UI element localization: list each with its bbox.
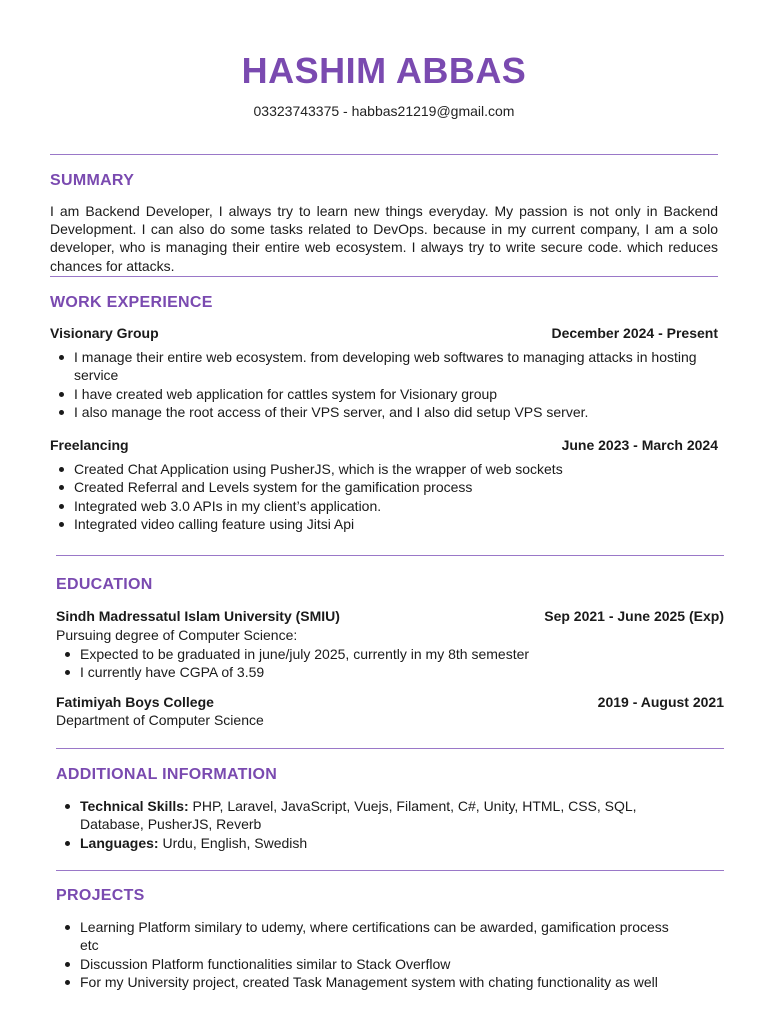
languages-value: Urdu, English, Swedish bbox=[158, 834, 308, 851]
job-dates: December 2024 - Present bbox=[551, 325, 718, 341]
education-header bbox=[56, 694, 724, 710]
list-item: For my University project, created Task Management system with chating functionality as well bbox=[80, 973, 690, 991]
education-bullets bbox=[56, 645, 740, 682]
education-header bbox=[56, 608, 724, 624]
list-item: Integrated web 3.0 APIs in my client’s application. bbox=[74, 497, 734, 515]
section-title-work-experience: WORK EXPERIENCE bbox=[50, 294, 213, 311]
education-detail: Pursuing degree of Computer Science: bbox=[56, 627, 298, 643]
education-dates: 2019 - August 2021 bbox=[597, 694, 724, 710]
divider bbox=[50, 276, 718, 277]
list-item: I currently have CGPA of 3.59 bbox=[80, 663, 740, 681]
job-header bbox=[50, 437, 718, 453]
summary-text: I am Backend Developer, I always try to learn new things everyday. My passion is not only in Backend Development. I can also do some tasks related to DevOps. because in my current company, I am a solo developer, who is managing their entire web ecosystem. I always try to write secure code. which reduces chances for attacks. bbox=[50, 203, 718, 274]
divider bbox=[56, 555, 724, 556]
divider bbox=[56, 748, 724, 749]
school-name: Sindh Madressatul Islam University (SMIU) bbox=[56, 608, 340, 624]
section-title-projects: PROJECTS bbox=[56, 887, 145, 904]
divider bbox=[56, 870, 724, 871]
section-title-additional-information: ADDITIONAL INFORMATION bbox=[56, 766, 278, 783]
list-item: Learning Platform similary to udemy, where certifications can be awarded, gamification process etc bbox=[80, 918, 690, 955]
job-bullets bbox=[50, 460, 734, 533]
list-item: Integrated video calling feature using Jitsi Api bbox=[74, 515, 734, 533]
projects-list bbox=[56, 918, 690, 991]
job-company: Visionary Group bbox=[50, 325, 159, 341]
job-header bbox=[50, 325, 718, 341]
list-item: Created Referral and Levels system for the gamification process bbox=[74, 478, 734, 496]
education-detail: Department of Computer Science bbox=[56, 712, 264, 728]
additional-list bbox=[56, 797, 690, 852]
school-name: Fatimiyah Boys College bbox=[56, 694, 214, 710]
contact-info: 03323743375 - habbas21219@gmail.com bbox=[253, 103, 515, 119]
skills-value: PHP, Laravel, JavaScript, Vuejs, Filament, C#, Unity, HTML, CSS, SQL, Database, PusherJS, Reverb bbox=[80, 798, 637, 833]
education-dates: Sep 2021 - June 2025 (Exp) bbox=[544, 608, 724, 624]
list-item bbox=[80, 834, 690, 852]
list-item: Created Chat Application using PusherJS, which is the wrapper of web sockets bbox=[74, 460, 734, 478]
languages-label: Languages: bbox=[80, 834, 159, 851]
divider bbox=[50, 154, 718, 155]
list-item: Expected to be graduated in june/july 2025, currently in my 8th semester bbox=[80, 645, 740, 663]
list-item: I manage their entire web ecosystem. from developing web softwares to managing attacks in hosting service bbox=[74, 348, 714, 385]
job-bullets bbox=[50, 348, 714, 421]
candidate-name: HASHIM ABBAS bbox=[241, 50, 527, 91]
section-title-education: EDUCATION bbox=[56, 576, 153, 593]
list-item: Discussion Platform functionalities similar to Stack Overflow bbox=[80, 955, 690, 973]
list-item: I also manage the root access of their VPS server, and I also did setup VPS server. bbox=[74, 403, 714, 421]
list-item bbox=[80, 797, 690, 834]
section-title-summary: SUMMARY bbox=[50, 172, 135, 189]
job-company: Freelancing bbox=[50, 437, 129, 453]
list-item: I have created web application for cattles system for Visionary group bbox=[74, 385, 714, 403]
skills-label: Technical Skills: bbox=[80, 798, 189, 814]
job-dates: June 2023 - March 2024 bbox=[561, 437, 718, 453]
